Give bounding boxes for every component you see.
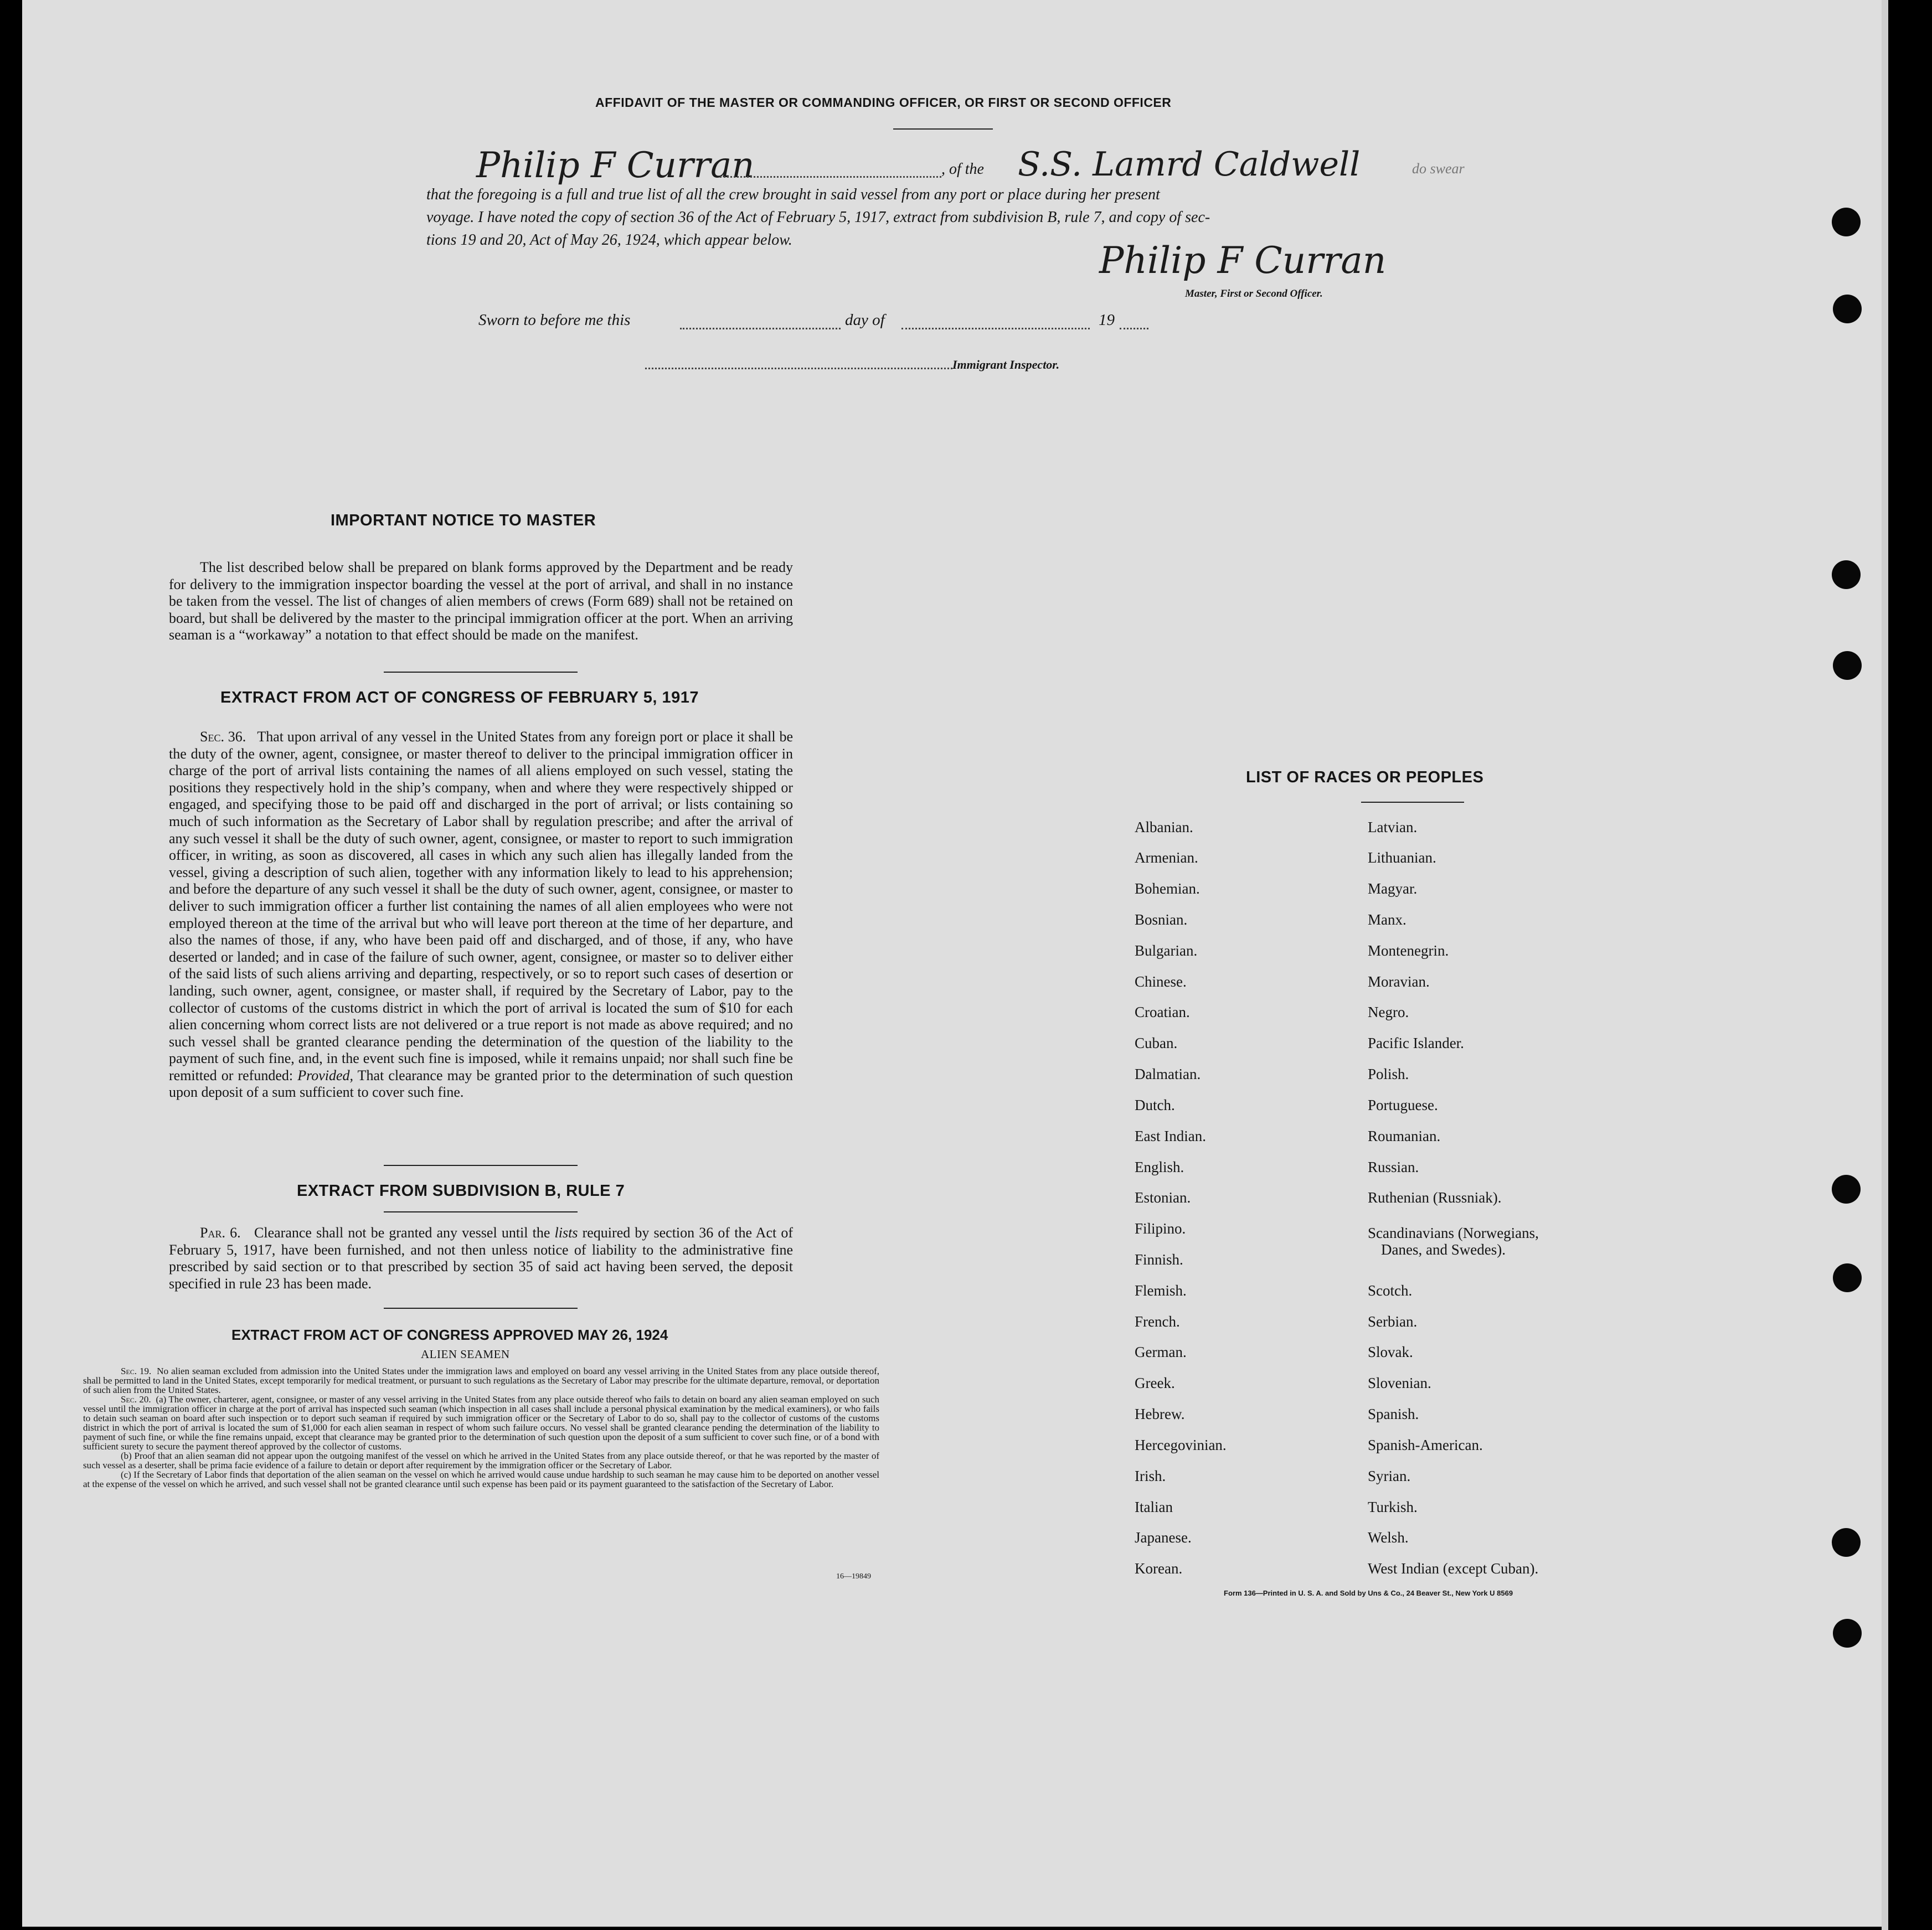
race-left: Finnish.: [1135, 1251, 1183, 1268]
race-left: Filipino.: [1135, 1220, 1186, 1237]
inspector-line: [645, 368, 952, 369]
punch-hole: [1832, 208, 1861, 236]
par6-label: Par. 6.: [200, 1225, 241, 1241]
extract-1917-title: EXTRACT FROM ACT OF CONGRESS OF FEBRUARY 5, 1917: [220, 689, 699, 706]
race-left: Hercegovinian.: [1135, 1437, 1227, 1453]
race-right: Danes, and Swedes).: [1381, 1241, 1506, 1258]
race-right: Slovenian.: [1368, 1375, 1431, 1391]
affidavit-line-3: tions 19 and 20, Act of May 26, 1924, which appear below.: [426, 231, 792, 249]
race-right: Scandinavians (Norwegians,: [1368, 1225, 1539, 1241]
sworn-year-line: [1120, 328, 1148, 329]
race-left: Armenian.: [1135, 849, 1198, 866]
sec36-text-end: That clearance may be granted prior to the determination of such question upon deposit of a sum sufficient to cover such fine.: [169, 1067, 793, 1101]
divider: [384, 1308, 578, 1309]
race-right: Scotch.: [1368, 1282, 1413, 1299]
sec36-text: That upon arrival of any vessel in the United States from any foreign port or place it shall be the duty of the owner, agent, consignee, or master thereof to deliver to the principal immigration officer in charge of the port of arrival lists containing the names of all aliens employed on such vessel, stating the positions they respectively hold in the ship’s company, when and where they were respectively shipped or engaged, and specifying those to be paid off and discharged in the port of arrival; or lists containing so much of such information as the Secretary of Labor shall by regulation prescribe; and after the arrival of any such vessel it shall be the duty of such owner, agent, consignee, or master to report to such immigration officer, in writing, as soon as discovered, all cases in which any such alien has illegally landed from the vessel, giving a description of such alien, together with any information likely to lead to his apprehension; and before the departure of any such vessel it shall be the duty of such owner, agent, consignee, or master to deliver to such immigration officer a further list containing the names of all alien employees who were not employed thereon at the time of the arrival but who will leave port thereon at the time of her departure, and also the names of those, if any, who have been paid off and discharged, and of those, if any, who have deserted or landed; and in case of the failure of such owner, agent, consignee, or master so to deliver either of the said lists of such aliens arriving and departing, respectively, or so to report such cases of desertion or landing, such owner, agent, consignee, or master shall, if required by the Secretary of Labor, pay to the collector of customs of the customs district in which the port of arrival is located the sum of $10 for each alien concerning whom correct lists are not delivered or a true report is not made as above required; and no such vessel shall be granted clearance pending the determination of the question of the liability to the payment of such fine, and, in the event such fine is imposed, while it remains unpaid; nor shall such fine be remitted or refunded:: [169, 729, 793, 1083]
extract-1917-body: [169, 729, 793, 1101]
race-right: Syrian.: [1368, 1468, 1411, 1484]
race-right: Serbian.: [1368, 1313, 1418, 1330]
race-left: Chinese.: [1135, 973, 1187, 990]
race-left: Bohemian.: [1135, 880, 1200, 897]
race-left: Italian: [1135, 1499, 1173, 1515]
rule7-body: [169, 1225, 793, 1292]
race-left: Bulgarian.: [1135, 942, 1198, 959]
punch-hole: [1832, 560, 1861, 589]
race-right: Montenegrin.: [1368, 942, 1449, 959]
race-left: Croatian.: [1135, 1004, 1190, 1020]
sec20a-text: (a) The owner, charterer, agent, consignee, or master of any vessel arriving in the United States from any place outside thereof who fails to detain on board any alien seaman employed on such vessel until the immigration officer in charge at the port of arrival has inspected such seaman (which inspection in all cases shall include a personal physical examination by the medical examiners), or who fails to detain such seaman on board after such inspection or to deport such seaman if required by such immigration officer or the Secretary of Labor to do so, shall pay to the collector of customs of the customs district in which the port of arrival is located the sum of $1,000 for each alien seaman in respect of whom such failure occurs. No vessel shall be granted clearance pending the determination of the liability to payment of such fine, or while the fine remains unpaid, except that clearance may be granted prior to the determination of such question upon the deposit of a sum sufficient to cover such fine, or of a bond with sufficient surety to secure the payment thereof approved by the collector of customs.: [83, 1394, 880, 1452]
name-line: [720, 176, 941, 178]
race-right: Spanish-American.: [1368, 1437, 1483, 1453]
notice-text: The list described below shall be prepared on blank forms approved by the Department and be ready for delivery to the immigration inspector boarding the vessel at the port of arrival, and shall in no instance be taken from the vessel. The list of changes of alien members of crews (Form 689) shall not be retained on board, but shall be delivered by the master to the principal immigration officer at the port. When an arriving seaman is a “workaway” a notation to that effect should be made on the manifest.: [169, 559, 793, 643]
race-left: Flemish.: [1135, 1282, 1187, 1299]
race-right: Slovak.: [1368, 1344, 1413, 1360]
sworn-month-line: [901, 328, 1090, 329]
scan-border: [1888, 0, 1932, 1930]
race-right: Polish.: [1368, 1066, 1409, 1082]
race-right: Russian.: [1368, 1159, 1419, 1175]
race-right: Turkish.: [1368, 1499, 1418, 1515]
punch-hole: [1833, 1619, 1862, 1648]
master-name-signature: Philip F Curran: [476, 145, 755, 186]
divider: [1361, 802, 1464, 803]
do-swear-label: do swear: [1412, 161, 1465, 177]
punch-hole: [1833, 295, 1862, 323]
punch-hole: [1833, 651, 1862, 680]
extract-1924-body: [83, 1366, 879, 1489]
master-signature-label: Master, First or Second Officer.: [1185, 288, 1323, 300]
race-left: German.: [1135, 1344, 1187, 1360]
race-right: West Indian (except Cuban).: [1368, 1560, 1539, 1577]
punch-hole: [1832, 1528, 1861, 1557]
rule7-text-b: required by section 36 of the Act of February 5, 1917, have been furnished, and not then unless notice of liability to the administrative fine prescribed by said section or to that prescribed by section 35 of said act having been served, the deposit specified in rule 23 has been made.: [169, 1225, 794, 1292]
race-right: Ruthenian (Russniak).: [1368, 1189, 1502, 1206]
sworn-day-line: [680, 328, 841, 329]
sec20b-text: (b) Proof that an alien seaman did not appear upon the outgoing manifest of the vessel on which he arrived in the United States from any place outside thereof, or that he was reported by the master of such vessel as a deserter, shall be prima facie evidence of a failure to detain or deport after requirement by the immigration officer or the Secretary of Labor.: [83, 1451, 879, 1470]
notice-title: IMPORTANT NOTICE TO MASTER: [331, 512, 596, 529]
form-code: 16—19849: [836, 1572, 871, 1581]
race-left: Dutch.: [1135, 1097, 1175, 1113]
divider: [384, 672, 578, 673]
sec36-label: Sec. 36.: [200, 729, 246, 745]
race-left: Albanian.: [1135, 819, 1193, 835]
sec20-label: Sec. 20.: [121, 1394, 151, 1405]
race-left: Irish.: [1135, 1468, 1166, 1484]
race-left: Korean.: [1135, 1560, 1183, 1577]
provided-word: Provided,: [297, 1067, 354, 1083]
race-right: Negro.: [1368, 1004, 1409, 1020]
sworn-label: Sworn to before me this: [478, 311, 631, 329]
race-right: Spanish.: [1368, 1406, 1419, 1422]
races-title: LIST OF RACES OR PEOPLES: [1246, 768, 1484, 786]
divider: [384, 1165, 578, 1166]
extract-1924-title: EXTRACT FROM ACT OF CONGRESS APPROVED MAY 26, 1924: [231, 1327, 668, 1343]
sec19-text: No alien seaman excluded from admission into the United States under the immigration laws and employed on board any vessel arriving in the United States from any place outside thereof, shall be permitted to land in the United States, except temporarily for medical treatment, or pursuant to such regulations as the Secretary of Labor may prescribe for the ultimate departure, removal, or deportation of such alien from the United States.: [83, 1366, 880, 1395]
race-right: Latvian.: [1368, 819, 1418, 835]
affidavit-title: AFFIDAVIT OF THE MASTER OR COMMANDING OFFICER, OR FIRST OR SECOND OFFICER: [595, 95, 1172, 110]
sec20c-text: (c) If the Secretary of Labor finds that deportation of the alien seaman on the vessel on which he arrived would cause undue hardship to such seaman he may cause him to be deported on another vessel at the expense of the vessel on which he arrived, and such vessel shall not be granted clearance until such expense has been paid or its payment guaranteed to the satisfaction of the Secretary of Labor.: [83, 1469, 879, 1489]
form-footer: Form 136—Printed in U. S. A. and Sold by Uns & Co., 24 Beaver St., New York U 8569: [1224, 1589, 1513, 1597]
race-right: Portuguese.: [1368, 1097, 1438, 1113]
race-left: East Indian.: [1135, 1128, 1206, 1144]
sec19-label: Sec. 19.: [121, 1366, 152, 1376]
affidavit-line-1: that the foregoing is a full and true list of all the crew brought in said vessel from any port or place during her present: [426, 186, 1160, 203]
race-right: Moravian.: [1368, 973, 1430, 990]
rule7-text-a: Clearance shall not be granted any vessel until the: [254, 1225, 550, 1241]
race-right: Pacific Islander.: [1368, 1035, 1464, 1051]
divider: [384, 1211, 578, 1212]
affidavit-line-2: voyage. I have noted the copy of section 36 of the Act of February 5, 1917, extract from subdivision B, rule 7, and copy of sec-: [426, 209, 1210, 226]
punch-hole: [1833, 1263, 1862, 1292]
master-signature: Philip F Curran: [1099, 239, 1387, 282]
day-of-label: day of: [845, 311, 885, 329]
lists-word: lists: [554, 1225, 578, 1241]
race-left: Dalmatian.: [1135, 1066, 1201, 1082]
race-left: Greek.: [1135, 1375, 1175, 1391]
race-left: English.: [1135, 1159, 1184, 1175]
alien-seamen-subtitle: ALIEN SEAMEN: [421, 1348, 510, 1361]
race-right: Roumanian.: [1368, 1128, 1441, 1144]
race-left: French.: [1135, 1313, 1180, 1330]
rule7-title: EXTRACT FROM SUBDIVISION B, RULE 7: [297, 1182, 625, 1200]
race-right: Welsh.: [1368, 1529, 1409, 1546]
race-left: Hebrew.: [1135, 1406, 1185, 1422]
race-right: Manx.: [1368, 911, 1407, 928]
inspector-label: Immigrant Inspector.: [952, 358, 1060, 371]
race-left: Bosnian.: [1135, 911, 1188, 928]
race-right: Magyar.: [1368, 880, 1418, 897]
race-left: Japanese.: [1135, 1529, 1192, 1546]
vessel-name: S.S. Lamrd Caldwell: [1018, 145, 1361, 184]
race-left: Estonian.: [1135, 1189, 1191, 1206]
notice-body: [169, 559, 793, 644]
divider: [893, 128, 993, 130]
race-right: Lithuanian.: [1368, 849, 1436, 866]
year-label: 19: [1099, 311, 1115, 329]
of-the-label: , of the: [941, 161, 984, 178]
punch-hole: [1832, 1175, 1861, 1204]
race-left: Cuban.: [1135, 1035, 1178, 1051]
